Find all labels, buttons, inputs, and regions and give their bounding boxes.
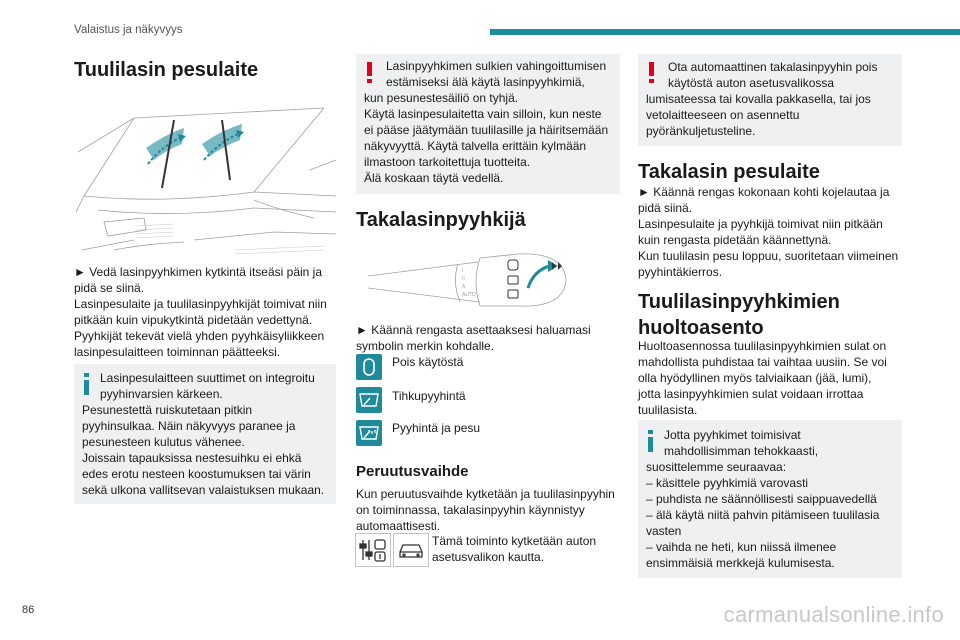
text-line: Tämä toiminto kytketään auton <box>432 534 597 548</box>
text-line: näkyvyyttä. Käytä talvella erittäin kylmään <box>364 139 587 153</box>
text-line: – puhdista ne säännöllisesti saippuavedellä <box>646 492 877 506</box>
reverse-gear-note <box>432 533 622 565</box>
text-line: olla hyödyllinen myös talviaikaan (jää, lumi), <box>638 371 872 385</box>
text-line: pidä siinä. <box>638 201 693 215</box>
mode-label-wipe-wash: Pyyhintä ja pesu <box>392 421 481 435</box>
text-line: Pesunestettä ruiskutetaan pitkin <box>82 403 253 417</box>
title-line: Tuulilasinpyyhkimien <box>638 291 840 313</box>
text-line: vasten <box>646 524 682 538</box>
text-line: Huoltoasennossa tuulilasinpyyhkimien sulat on <box>638 339 887 353</box>
text-line: Käytä lasinpesulaitetta vain silloin, kun neste <box>364 107 602 121</box>
text-line: pesunesteen kulutus vähenee. <box>82 435 245 449</box>
text-line: – vaihda ne heti, kun niissä ilmenee <box>646 540 837 554</box>
text-line: estämiseksi älä käytä lasinpyyhkimiä, <box>386 75 585 89</box>
text-line: tuulilasista. <box>638 403 698 417</box>
rear-washer-text <box>638 184 908 280</box>
text-line: symbolin merkin kohdalle. <box>356 339 495 353</box>
section-title-service-position <box>638 290 840 340</box>
text-line: pidä se siinä. <box>74 281 145 295</box>
wiper-off-icon <box>356 354 382 380</box>
settings-menu-icon <box>355 533 391 567</box>
subsection-title-reverse-gear: Peruutusvaihde <box>356 463 469 480</box>
text-line: – käsittele pyyhkimiä varovasti <box>646 476 809 490</box>
text-line: pyyhinvarsien kärkeen. <box>100 387 223 401</box>
text-line: käytöstä auton asetusvalikossa <box>668 76 835 90</box>
text-line: pyöränkuljetusteline. <box>646 124 756 138</box>
text-line: Ota automaattinen takalasinpyyhin pois <box>668 60 878 74</box>
text-line: ► Käännä rengas kokonaan kohti kojelautaa ja <box>638 185 890 199</box>
text-line: on toiminnassa, takalasinpyyhin käynnistyy <box>356 503 585 517</box>
text-line: asetusvalikon kautta. <box>432 550 545 564</box>
info-box-wiper-care <box>638 420 902 578</box>
text-line: ei pääse jäätymään tuulilasille ja häiritsemään <box>364 123 609 137</box>
svg-text:I: I <box>462 268 464 274</box>
info-box-nozzles <box>74 364 336 504</box>
svg-text:II: II <box>462 276 465 282</box>
text-line: Lasinpesulaite ja tuulilasinpyyhkijät toimivat niin <box>74 297 327 311</box>
text-line: Joissain tapauksissa nestesuihku ei ehkä <box>82 451 302 465</box>
text-line: edes erotu nesteen koostumuksen tai värin <box>82 467 311 481</box>
windscreen-washer-illustration <box>74 100 336 260</box>
text-line: ► Vedä lasinpyyhkimen kytkintä itseäsi päin ja <box>74 265 323 279</box>
text-line: ► Käännä rengasta asettaaksesi haluamasi <box>356 323 591 337</box>
text-line: Lasinpyyhkimen sulkien vahingoittumisen <box>386 59 607 73</box>
title-line: huoltoasento <box>638 317 764 339</box>
text-line: pitkään kuin vipukytkintä pidetään vedettynä. <box>74 313 313 327</box>
windscreen-washer-instructions <box>74 264 336 360</box>
mode-label-off: Pois käytöstä <box>392 355 464 369</box>
text-line: pyyhintäkierros. <box>638 265 723 279</box>
text-line: vetolaitteeseen on asennettu <box>646 108 800 122</box>
page-number: 86 <box>22 604 35 616</box>
vehicle-settings-icon <box>393 533 429 567</box>
text-line: Jotta pyyhkimet toimisivat <box>664 428 801 442</box>
text-line: – älä käytä niitä pahvin pitämiseen tuulilasia <box>646 508 880 522</box>
text-line: mahdollisimman tehokkaasti, <box>664 444 819 458</box>
warning-box-auto-rear-wiper <box>638 54 902 146</box>
running-header: Valaistus ja näkyvyys <box>74 24 183 36</box>
text-line: lumisateessa tai kovalla pakkasella, tai jos <box>646 92 871 106</box>
reverse-gear-text <box>356 486 622 534</box>
watermark: carmanualsonline.info <box>723 602 944 627</box>
text-line: Kun tuulilasin pesu loppuu, suoritetaan viimeinen <box>638 249 899 263</box>
wipe-wash-icon <box>356 420 382 446</box>
text-line: Lasinpesulaitteen suuttimet on integroitu <box>100 371 315 385</box>
text-line: ilmastoon tarkoitettuja tuotteita. <box>364 155 531 169</box>
text-line: Kun peruutusvaihde kytketään ja tuulilasinpyyhin <box>356 487 615 501</box>
text-line: automaattisesti. <box>356 519 441 533</box>
rear-wiper-stalk-illustration <box>368 248 572 314</box>
text-line: ensimmäisiä merkkejä kulumisesta. <box>646 556 835 570</box>
rear-wiper-instructions <box>356 322 620 354</box>
text-line: jotta lasinpyyhkimien sulat voidaan irrottaa <box>638 387 864 401</box>
text-line: kuin rengasta pidetään käännettynä. <box>638 233 832 247</box>
mode-label-intermittent: Tihkupyyhintä <box>392 389 466 403</box>
section-title-windscreen-washer: Tuulilasin pesulaite <box>74 59 259 81</box>
text-line: lasinpesulaitteen toiminnan päätteeksi. <box>74 345 281 359</box>
text-line: sekä ulkona vallitsevan valaistuksen mukaan. <box>82 483 325 497</box>
section-title-rear-wiper: Takalasinpyyhkijä <box>356 209 526 231</box>
intermittent-wipe-icon <box>356 387 382 413</box>
text-line: Lasinpesulaite ja pyyhkijä toimivat niin pitkään <box>638 217 883 231</box>
warning-box-washer <box>356 54 620 194</box>
text-line: Pyyhkijät tekevät vielä yhden pyyhkäisyliikkeen <box>74 329 325 343</box>
header-accent-bar <box>490 29 960 35</box>
svg-text:A: A <box>462 284 466 290</box>
text-line: pyyhinsulkaa. Näin näkyvyys paranee ja <box>82 419 296 433</box>
text-line: Älä koskaan täytä vedellä. <box>364 171 504 185</box>
service-position-text <box>638 338 908 418</box>
text-line: kun pesunestesäiliö on tyhjä. <box>364 91 519 105</box>
svg-text:AUTO: AUTO <box>462 292 476 298</box>
text-line: mahdollista puhdistaa tai vaihtaa uusiin. Se voi <box>638 355 887 369</box>
section-title-rear-washer: Takalasin pesulaite <box>638 161 820 183</box>
text-line: suosittelemme seuraavaa: <box>646 460 787 474</box>
